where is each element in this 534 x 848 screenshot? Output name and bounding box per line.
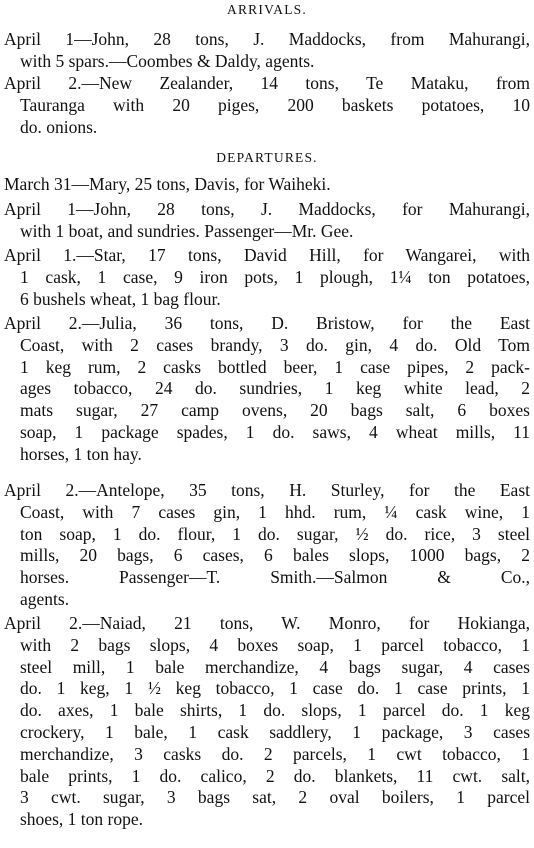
departure-entry <box>0 480 534 611</box>
entry-line: April 2.—Naiad, 21 tons, W. Monro, for Hokianga, <box>4 613 530 633</box>
arrival-entry <box>0 29 534 73</box>
entry-line: ages tobacco, 24 do. sundries, 1 keg white lead, 2 <box>20 378 530 399</box>
entry-line: Coast, with 7 cases gin, 1 hhd. rum, ¼ cask wine, 1 <box>20 501 530 522</box>
departure-entry <box>0 199 534 243</box>
entry-line: do. onions. <box>20 116 98 137</box>
arrival-entry <box>0 73 534 138</box>
entry-line: April 2.—Antelope, 35 tons, H. Sturley, for the East <box>4 480 530 500</box>
entry-line: steel mill, 1 bale merchandize, 4 bags sugar, 4 cases <box>20 656 530 677</box>
departure-entry <box>0 613 534 831</box>
entry-line: horses. Passenger—T. Smith.—Salmon & Co., <box>20 567 530 588</box>
entry-line: merchandize, 3 casks do. 2 parcels, 1 cwt tobacco, 1 <box>20 743 530 764</box>
departures-heading: DEPARTURES. <box>216 150 318 165</box>
entry-line: April 1—John, 28 tons, J. Maddocks, for Mahurangi, <box>4 199 530 219</box>
entry-line: with 2 bags slops, 4 boxes soap, 1 parcel tobacco, 1 <box>20 634 530 655</box>
entry-line: March 31—Mary, 25 tons, Davis, for Waiheki. <box>4 174 331 194</box>
arrivals-heading: ARRIVALS. <box>227 2 307 17</box>
entry-line: bale prints, 1 do. calico, 2 do. blankets, 11 cwt. salt, <box>20 765 530 786</box>
entry-line: soap, 1 package spades, 1 do. saws, 4 wheat mills, 11 <box>20 421 530 442</box>
entry-line: crockery, 1 bale, 1 cask saddlery, 1 package, 3 cases <box>20 721 530 742</box>
entry-line: with 5 spars.—Coombes & Daldy, agents. <box>20 50 315 71</box>
entry-line: Tauranga with 20 piges, 200 baskets potatoes, 10 <box>20 94 530 115</box>
entry-line: mills, 20 bags, 6 cases, 6 bales slops, 1000 bags, 2 <box>20 545 530 566</box>
entry-line: do. axes, 1 bale shirts, 1 do. slops, 1 parcel do. 1 keg <box>20 700 530 721</box>
entry-line: April 1—John, 28 tons, J. Maddocks, from Mahurangi, <box>4 29 530 49</box>
entry-line: agents. <box>20 588 70 609</box>
entry-line: April 2.—New Zealander, 14 tons, Te Mataku, from <box>4 73 530 93</box>
departure-entry <box>0 174 534 196</box>
entry-line: mats sugar, 27 camp ovens, 20 bags salt, 6 boxes <box>20 400 530 421</box>
entry-line: 3 cwt. sugar, 3 bags sat, 2 oval boilers, 1 parcel <box>20 787 530 808</box>
entry-line: April 2.—Julia, 36 tons, D. Bristow, for the East <box>4 313 530 333</box>
entry-line: 1 keg rum, 2 casks bottled beer, 1 case pipes, 2 pack- <box>20 356 530 377</box>
entry-line: Coast, with 2 cases brandy, 3 do. gin, 4 do. Old Tom <box>20 334 530 355</box>
entry-line: 1 cask, 1 case, 9 iron pots, 1 plough, 1¼ ton potatoes, <box>20 266 530 287</box>
departure-entry <box>0 245 534 310</box>
entry-line: with 1 boat, and sundries. Passenger—Mr. Gee. <box>20 220 354 241</box>
entry-line: 6 bushels wheat, 1 bag flour. <box>20 288 221 309</box>
entry-line: April 1.—Star, 17 tons, David Hill, for Wangarei, with <box>4 245 530 265</box>
entry-line: ton soap, 1 do. flour, 1 do. sugar, ½ do. rice, 3 steel <box>20 523 530 544</box>
entry-line: horses, 1 ton hay. <box>20 443 142 464</box>
departure-entry <box>0 313 534 466</box>
entry-line: shoes, 1 ton rope. <box>20 809 143 830</box>
entry-line: do. 1 keg, 1 ½ keg tobacco, 1 case do. 1 case prints, 1 <box>20 678 530 699</box>
